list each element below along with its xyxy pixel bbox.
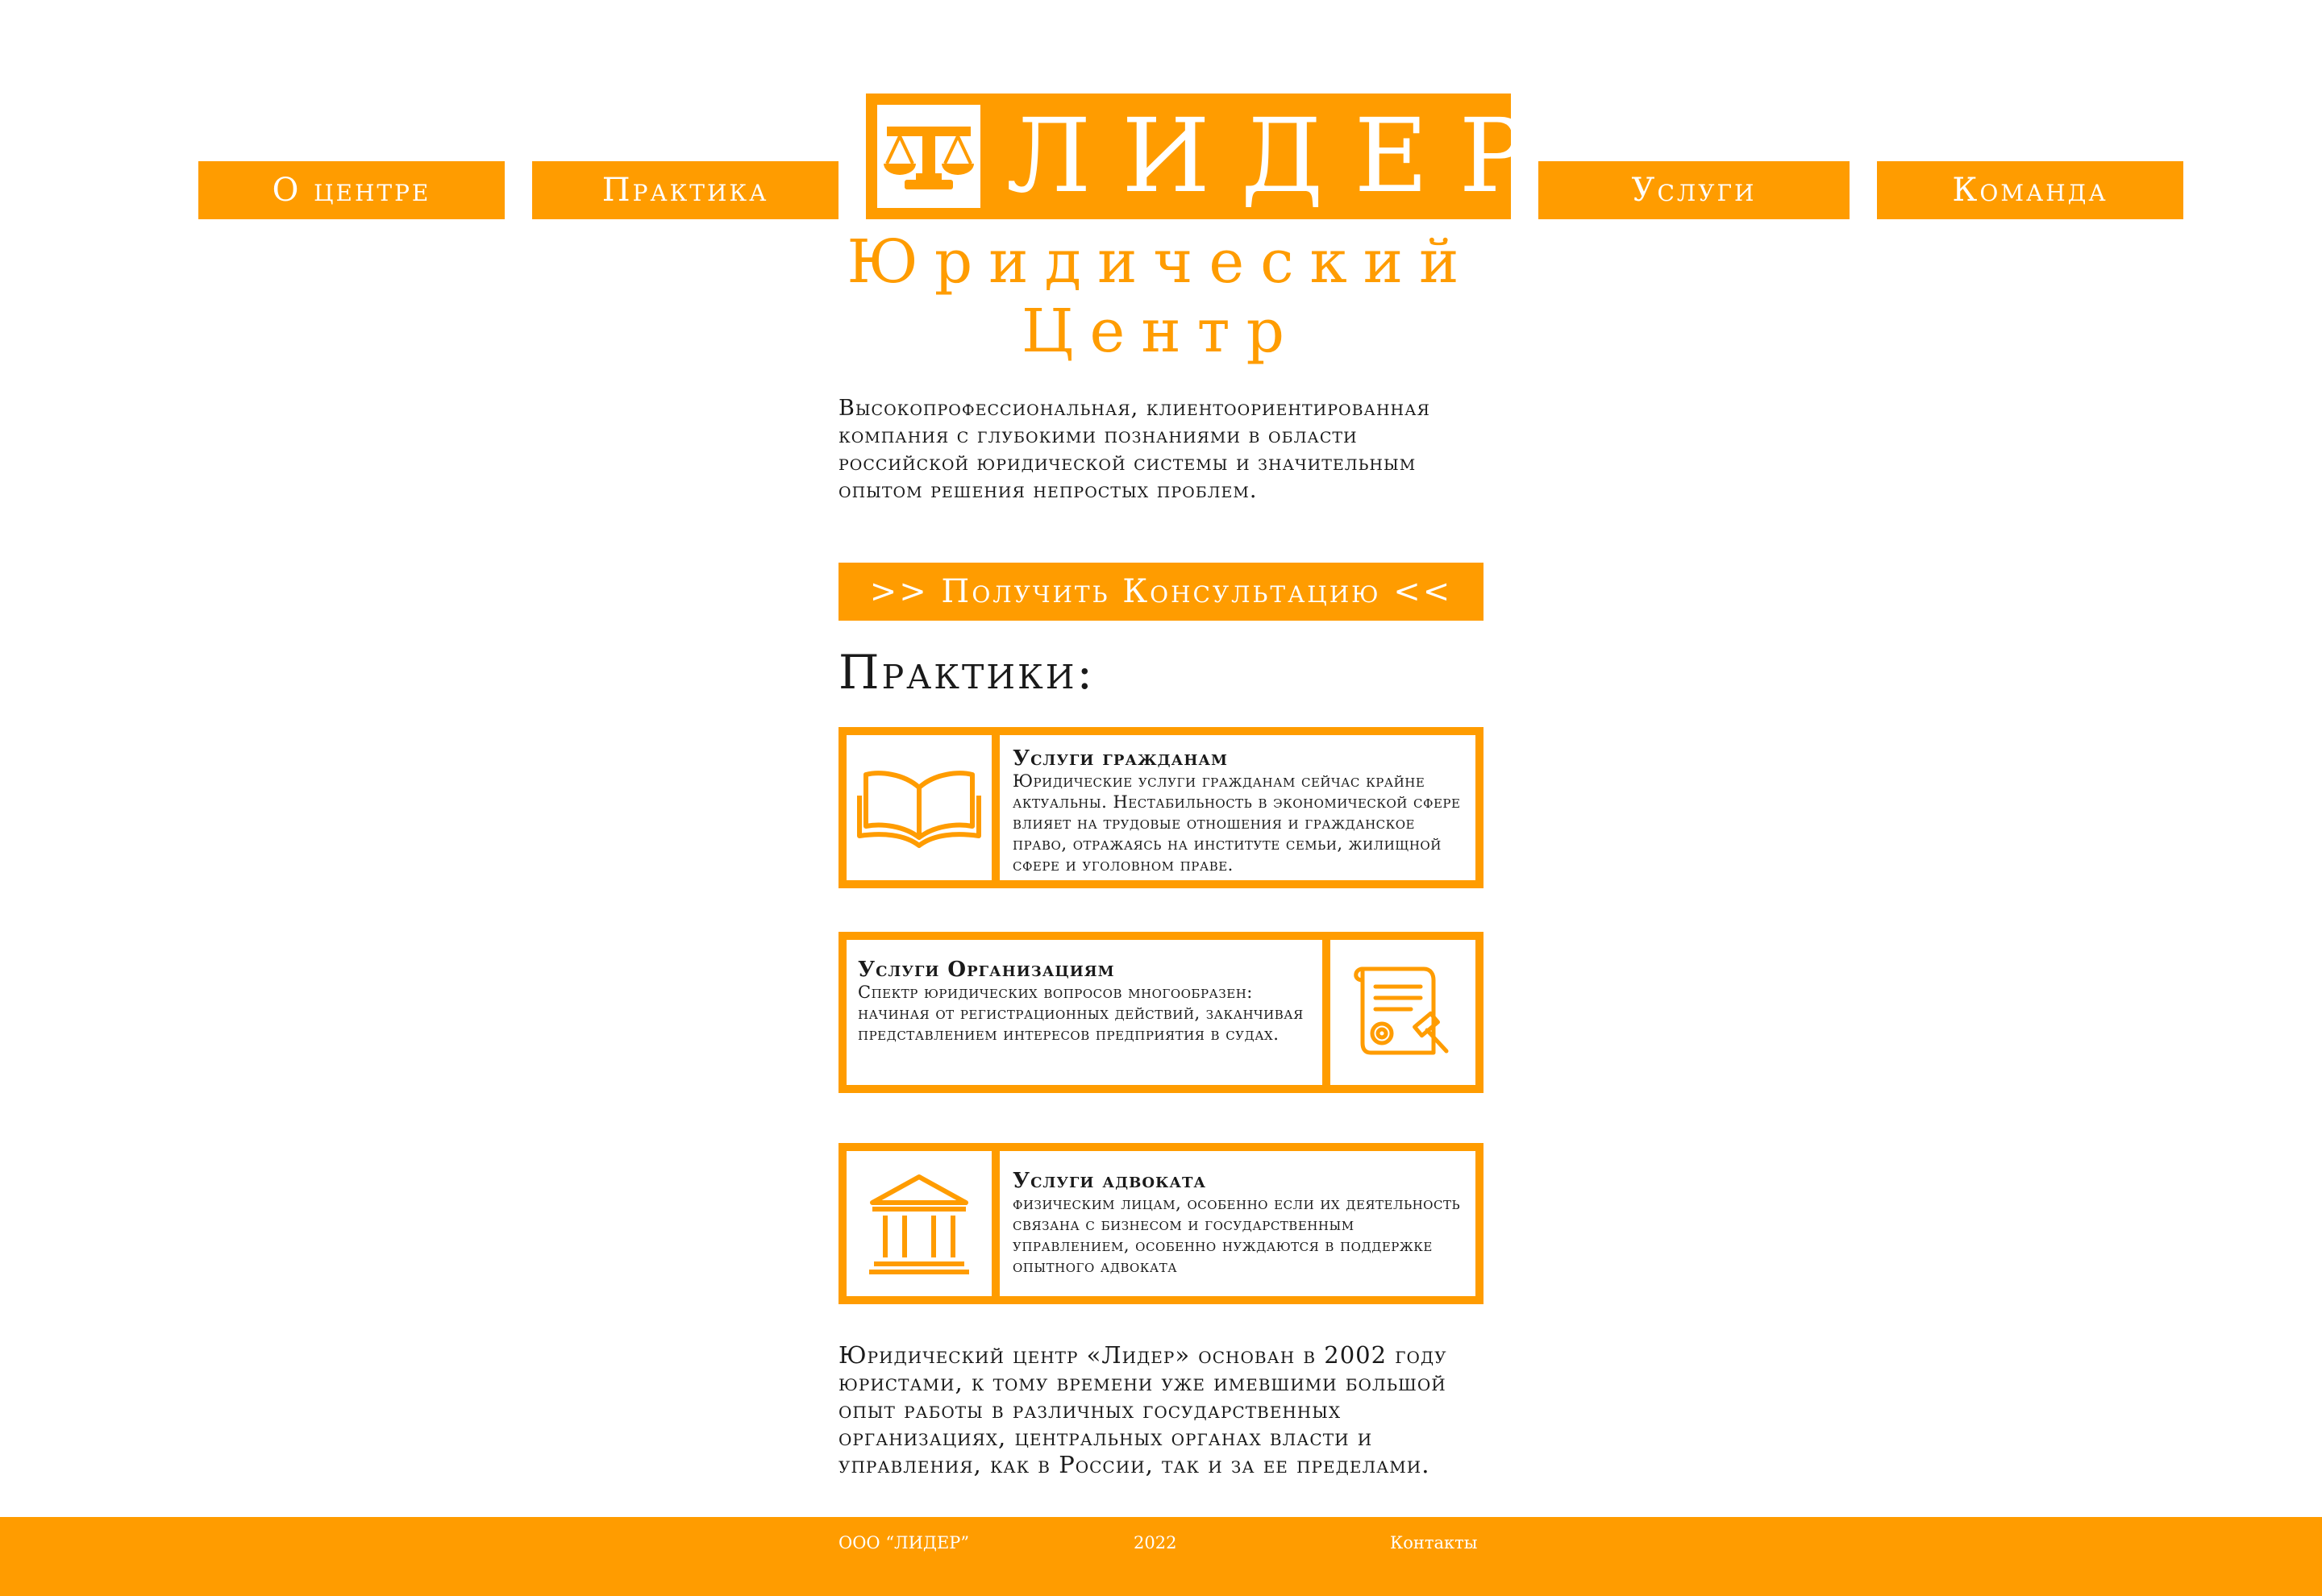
subtitle-line-1: Юридический	[847, 227, 1475, 297]
open-book-icon	[847, 735, 1000, 880]
nav-team-button[interactable]: Команда	[1877, 161, 2183, 219]
card-title: Услуги гражданам	[1013, 746, 1228, 771]
practices-title: Практики:	[838, 645, 1096, 700]
practice-card-lawyer[interactable]	[838, 1143, 1484, 1304]
card-description: Спектр юридических вопросов многообразен: начиная от регистрационных действий, заканчивая представлением интересов предприятия в судах.	[858, 983, 1304, 1044]
get-consultation-button[interactable]: >> Получить Консультацию <<	[838, 563, 1484, 621]
nav-practice-button[interactable]: Практика	[532, 161, 838, 219]
courthouse-icon	[847, 1151, 1000, 1296]
certificate-gavel-icon	[1322, 940, 1475, 1085]
footer-company: ООО “ЛИДЕР”	[838, 1533, 970, 1552]
lead-text: Высокопрофессиональная, клиентоориентированная компания с глубокими познаниями в области российской юридической системы и значительным опытом решения непростых проблем.	[838, 396, 1430, 503]
about-text: Юридический центр «Лидер» основан в 2002 году юристами, к тому времени уже имевшими большой опыт работы в различных государственных организациях, центральных органах власти и управления, как в России, так и за ее пределами.	[838, 1341, 1447, 1478]
footer-contacts-link[interactable]: Контакты	[1390, 1533, 1478, 1552]
practice-card-citizens[interactable]	[838, 727, 1484, 888]
card-title: Услуги Организациям	[858, 958, 1115, 982]
practice-card-organizations[interactable]	[838, 932, 1484, 1093]
card-description: Юридические услуги гражданам сейчас крайне актуальны. Нестабильность в экономической сфере влияет на трудовые отношения и гражданское право, отражаясь на институте семьи, жилищной сфере и уголовном праве.	[1013, 771, 1461, 875]
site-logo[interactable]	[866, 94, 1558, 219]
nav-about-button[interactable]: О центре	[198, 161, 505, 219]
footer-year: 2022	[1134, 1533, 1177, 1552]
footer	[0, 1517, 2322, 1596]
card-title: Услуги адвоката	[1013, 1169, 1207, 1193]
nav-services-button[interactable]: Услуги	[1538, 161, 1850, 219]
scales-icon	[877, 105, 980, 208]
card-description: физическим лицам, особенно если их деятельность связана с бизнесом и государственным управлением, особенно нуждаются в поддержке опытного адвоката	[1013, 1194, 1461, 1276]
subtitle-line-2: Центр	[1022, 297, 1300, 366]
logo-wordmark: ЛИДЕР	[1006, 97, 1558, 215]
